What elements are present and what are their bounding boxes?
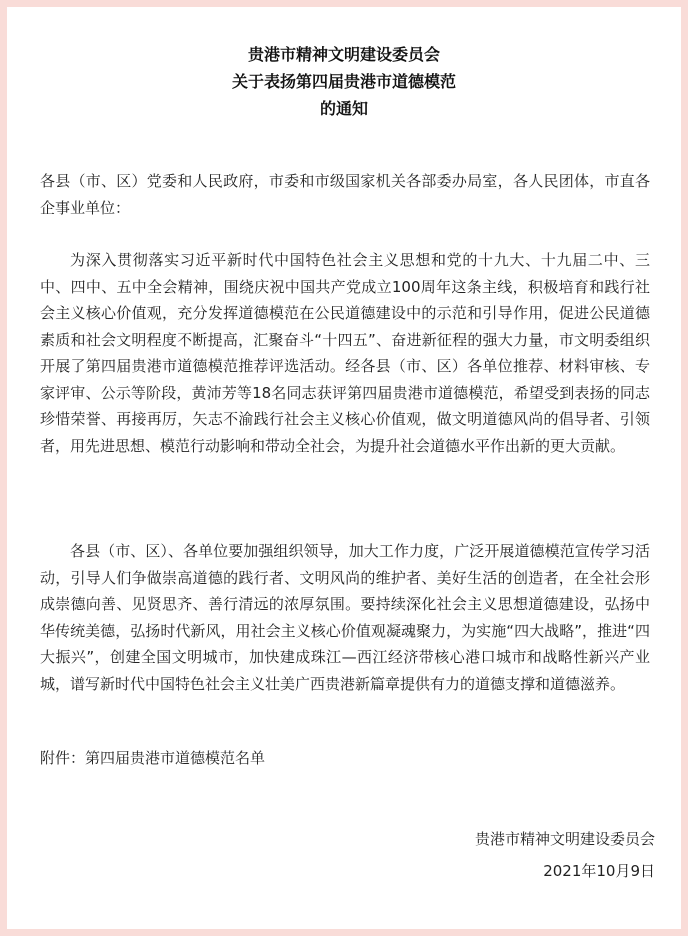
body-paragraph-2: 各县（市、区）、各单位要加强组织领导，加大工作力度，广泛开展道德模范宣传学习活动，引导人们争做崇高道德的践行者、文明风尚的维护者、美好生活的创造者，在全社会形成崇德向善、见贤思齐、善行清远的浓厚氛围。要持续深化社会主义思想道德建设，弘扬中华传统美德，弘扬时代新风，用社会主义核心价值观凝魂聚力，为实施“四大战略”，推进“四大振兴”，创建全国文明城市，加快建成珠江—西江经济带核心港口城市和战略性新兴产业城，谱写新时代中国特色社会主义壮美广西贵港新篇章提供有力的道德支撑和道德滋养。 [40,542,650,693]
attachment-line: 附件：第四届贵港市道德模范名单 [40,749,266,767]
body-paragraph-1: 为深入贯彻落实习近平新时代中国特色社会主义思想和党的十九大、十九届二中、三中、四中、五中全会精神，围绕庆祝中国共产党成立100周年这条主线，积极培育和践行社会主义核心价值观，充分发挥道德模范在公民道德建设中的示范和引导作用，促进公民道德素质和社会文明程度不断提高，汇聚奋斗“十四五”、奋进新征程的强大力量，市文明委组织开展了第四届贵港市道德模范推荐评选活动。经各县（市、区）各单位推荐、材料审核、专家评审、公示等阶段，黄沛芳等18名同志获评第四届贵港市道德模范，希望受到表扬的同志珍惜荣誉、再接再厉，矢志不渝践行社会主义核心价值观，做文明道德风尚的倡导者、引领者，用先进思想、模范行动影响和带动全社会，为提升社会道德水平作出新的更大贡献。 [40,251,650,455]
signature-date: 2021年10月9日 [543,862,655,880]
title-line-3: 的通知 [319,99,368,118]
title-line-2: 关于表扬第四届贵港市道德模范 [231,72,456,91]
notice-document [7,7,681,929]
signature-organization: 贵港市精神文明建设委员会 [474,830,655,848]
salutation: 各县（市、区）党委和人民政府，市委和市级国家机关各部委办局室，各人民团体，市直各企事业单位： [40,172,650,217]
title-line-1: 贵港市精神文明建设委员会 [247,45,440,64]
